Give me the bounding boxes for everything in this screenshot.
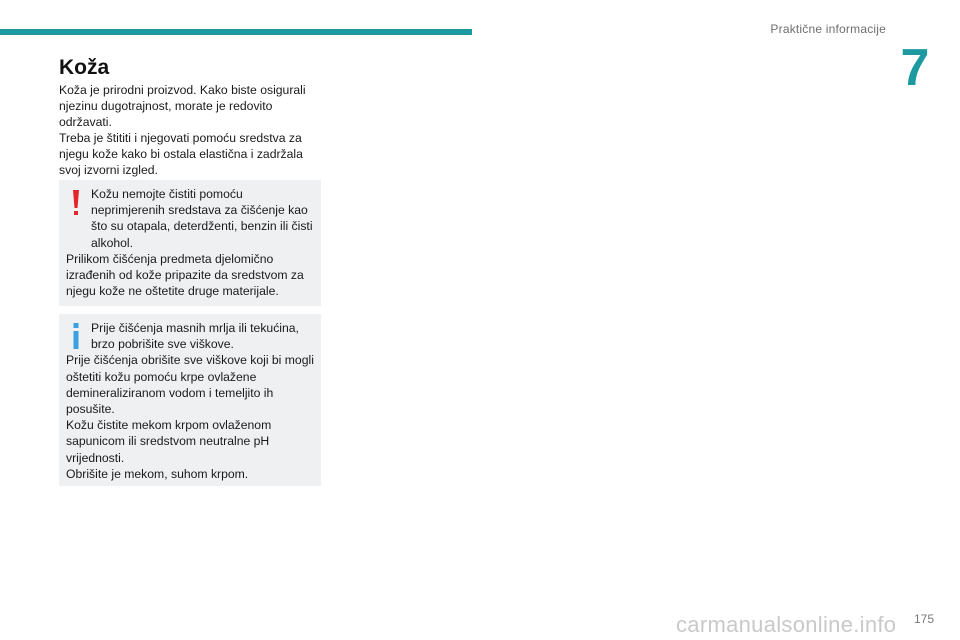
chapter-title: Praktične informacije xyxy=(770,22,886,36)
warning-text-1: Kožu nemojte čistiti pomoću neprimjerenih sredstava za čišćenje kao što su otapala, deterdženti, benzin ili čisti alkohol. xyxy=(91,187,313,250)
warning-box xyxy=(59,180,321,306)
info-text-3: Kožu čistite mekom krpom ovlaženom sapunicom ili sredstvom neutralne pH vrijednosti. xyxy=(66,418,272,465)
page-number: 175 xyxy=(913,612,934,626)
watermark-text: carmanualsonline.info xyxy=(676,612,897,637)
info-text-4: Obrišite je mekom, suhom krpom. xyxy=(66,466,249,481)
section-title: Koža xyxy=(59,56,110,79)
care-paragraph: Treba je štititi i njegovati pomoću sredstva za njegu kože kako bi ostala elastična i zadržala svoj izvorni izgled. xyxy=(59,131,303,178)
intro-paragraph: Koža je prirodni proizvod. Kako biste osigurali njezinu dugotrajnost, morate je redovito održavati. xyxy=(59,83,306,130)
info-box xyxy=(59,314,321,486)
warning-text-2: Prilikom čišćenja predmeta djelomično izrađenih od kože pripazite da sredstvom za njegu kože ne oštetite druge materijale. xyxy=(66,251,304,299)
header-accent-bar xyxy=(0,29,472,35)
chapter-number: 7 xyxy=(900,39,930,97)
info-text-2: Prije čišćenja obrišite sve viškove koji bi mogli oštetiti kožu pomoću krpe ovlažene demineraliziranom vodom i temeljito ih posušite. xyxy=(66,353,314,417)
info-text-1: Prije čišćenja masnih mrlja ili tekućina, brzo pobrišite sve viškove. xyxy=(91,321,299,352)
